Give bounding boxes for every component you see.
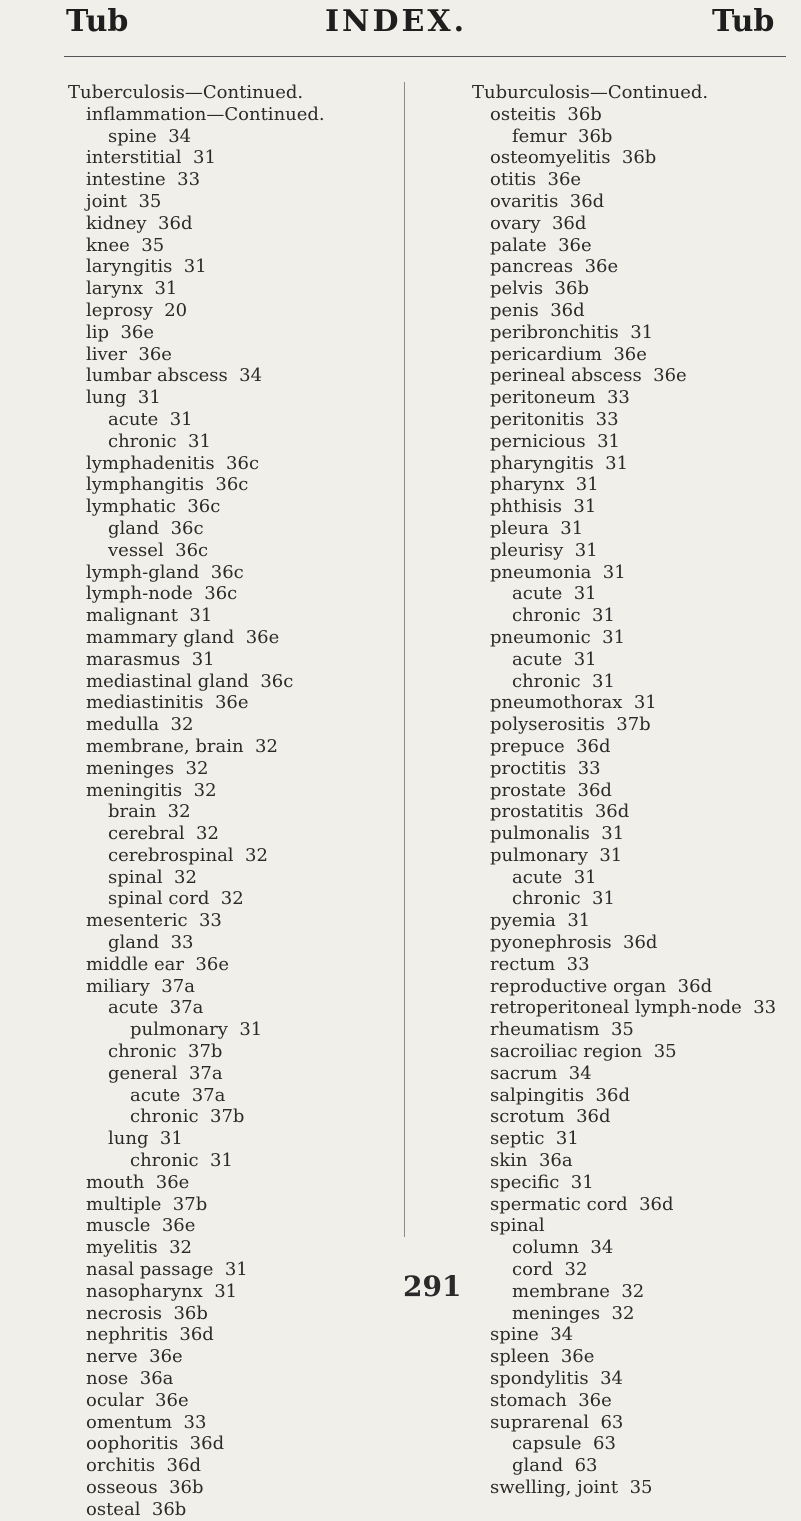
index-entry: cerebrospinal 32 [108,844,268,866]
index-entry: pulmonalis 31 [490,823,625,845]
index-entry: gland 33 [108,932,194,954]
index-entry: septic 31 [490,1128,579,1150]
index-entry: chronic 31 [512,670,615,692]
index-entry: marasmus 31 [86,648,215,670]
index-entry: larynx 31 [86,278,178,300]
index-entry: gland 36c [108,517,204,539]
index-entry: peritonitis 33 [490,408,619,430]
index-entry: meningitis 32 [86,779,217,801]
index-entry: pneumonia 31 [490,561,626,583]
index-entry: skin 36a [490,1150,573,1172]
index-entry: inflammation—Continued. [86,103,325,125]
index-entry: spinal [490,1215,545,1237]
index-entry: chronic 31 [130,1150,233,1172]
header-title: INDEX. [325,4,468,39]
index-entry: vessel 36c [108,539,209,561]
page-header [0,0,801,60]
index-entry: nose 36a [86,1368,174,1390]
index-entry: intestine 33 [86,169,201,191]
index-entry: spinal 32 [108,866,197,888]
index-entry: acute 37a [108,997,204,1019]
index-entry: spine 34 [490,1324,574,1346]
header-right-guide-word: Tub [712,4,775,39]
index-entry: specific 31 [490,1171,594,1193]
index-entry: nasal passage 31 [86,1259,248,1281]
index-entry: ocular 36e [86,1389,189,1411]
index-entry: brain 32 [108,801,191,823]
index-entry: lip 36e [86,321,155,343]
index-entry: nerve 36e [86,1346,183,1368]
index-entry: ovary 36d [490,212,587,234]
index-entry: cerebral 32 [108,823,219,845]
index-entry: leprosy 20 [86,299,188,321]
index-entry: oophoritis 36d [86,1433,225,1455]
index-entry: stomach 36e [490,1389,612,1411]
index-entry: chronic 37b [130,1106,245,1128]
index-entry: salpingitis 36d [490,1084,630,1106]
index-entry: mediastinal gland 36c [86,670,294,692]
index-entry: omentum 33 [86,1411,207,1433]
index-entry: swelling, joint 35 [490,1477,653,1498]
page-number: 291 [403,1270,462,1303]
index-entry: laryngitis 31 [86,256,207,278]
index-entry: proctitis 33 [490,757,601,779]
index-entry: ovaritis 36d [490,190,605,212]
index-entry: middle ear 36e [86,953,229,975]
index-entry: pharynx 31 [490,474,599,496]
index-entry: lymph-node 36c [86,583,238,605]
index-entry: otitis 36e [490,169,582,191]
index-entry: rheumatism 35 [490,1019,634,1041]
index-entry: peribronchitis 31 [490,321,654,343]
index-entry: pharyngitis 31 [490,452,629,474]
index-entry: lymphangitis 36c [86,474,249,496]
index-entry: lymph-gland 36c [86,561,244,583]
index-entry: sacrum 34 [490,1062,592,1084]
index-entry: acute 31 [512,866,597,888]
index-entry: pulmonary 31 [130,1019,263,1041]
index-entry: palate 36e [490,234,592,256]
index-entry: osseous 36b [86,1477,204,1498]
index-column-left [68,82,390,1521]
index-entry: membrane, brain 32 [86,735,278,757]
index-entry: penis 36d [490,299,585,321]
index-entry: medulla 32 [86,714,194,736]
index-entry: lumbar abscess 34 [86,365,263,387]
index-entry: chronic 31 [512,605,615,627]
index-entry: muscle 36e [86,1215,196,1237]
column-divider [404,82,405,1237]
index-entry: reproductive organ 36d [490,975,713,997]
index-entry: lung 31 [108,1128,183,1150]
index-entry: general 37a [108,1062,223,1084]
index-entry: prostate 36d [490,779,612,801]
index-entry: membrane 32 [512,1280,645,1302]
index-entry: prepuce 36d [490,735,611,757]
index-entry: joint 35 [86,190,162,212]
index-entry: spleen 36e [490,1346,595,1368]
index-entry: acute 31 [108,408,193,430]
index-entry: pulmonary 31 [490,844,623,866]
index-entry: mediastinitis 36e [86,692,249,714]
index-entry: phthisis 31 [490,496,597,518]
header-rule [64,56,786,57]
index-entry: acute 31 [512,648,597,670]
index-entry: mouth 36e [86,1171,190,1193]
index-entry: scrotum 36d [490,1106,611,1128]
index-entry: pelvis 36b [490,278,589,300]
index-entry: myelitis 32 [86,1237,192,1259]
index-entry: knee 35 [86,234,165,256]
index-entry: gland 63 [512,1455,598,1477]
index-entry: necrosis 36b [86,1302,208,1324]
index-entry: meninges 32 [512,1302,635,1324]
index-entry: chronic 31 [512,888,615,910]
index-entry: peritoneum 33 [490,387,630,409]
index-entry: liver 36e [86,343,172,365]
index-entry: cord 32 [512,1259,588,1281]
index-entry: prostatitis 36d [490,801,630,823]
index-entry: femur 36b [512,125,613,147]
index-entry: column 34 [512,1237,614,1259]
index-entry: pancreas 36e [490,256,619,278]
index-entry: osteitis 36b [490,103,602,125]
index-entry: pernicious 31 [490,430,620,452]
index-entry: rectum 33 [490,953,590,975]
index-entry: osteal 36b [86,1498,187,1520]
index-entry: pyonephrosis 36d [490,932,658,954]
index-entry: sacroiliac region 35 [490,1041,677,1063]
index-entry: chronic 31 [108,430,211,452]
index-entry: pericardium 36e [490,343,647,365]
index-entry: polyserositis 37b [490,714,651,736]
index-entry: Tuberculosis—Continued. [68,82,304,103]
index-entry: spine 34 [108,125,192,147]
index-entry: nephritis 36d [86,1324,214,1346]
index-entry: lung 31 [86,387,161,409]
index-entry: pneumonic 31 [490,626,626,648]
index-column-right [472,82,797,1499]
index-entry: nasopharynx 31 [86,1280,238,1302]
index-entry: capsule 63 [512,1433,616,1455]
index-entry: Tuburculosis—Continued. [472,82,709,103]
index-entry: spermatic cord 36d [490,1193,674,1215]
index-entry: acute 37a [130,1084,226,1106]
index-entry: malignant 31 [86,605,213,627]
header-left-guide-word: Tub [66,4,129,39]
index-entry: suprarenal 63 [490,1411,624,1433]
index-entry: multiple 37b [86,1193,208,1215]
index-entry: meninges 32 [86,757,209,779]
index-entry: interstitial 31 [86,147,216,169]
index-entry: pneumothorax 31 [490,692,657,714]
index-entry: pyemia 31 [490,910,591,932]
index-entry: retroperitoneal lymph-node 33 [490,997,777,1019]
index-entry: pleura 31 [490,517,584,539]
index-entry: perineal abscess 36e [490,365,687,387]
index-entry: pleurisy 31 [490,539,598,561]
index-entry: miliary 37a [86,975,195,997]
index-entry: kidney 36d [86,212,193,234]
index-entry: mesenteric 33 [86,910,222,932]
index-entry: chronic 37b [108,1041,223,1063]
index-entry: acute 31 [512,583,597,605]
index-entry: spinal cord 32 [108,888,244,910]
index-entry: mammary gland 36e [86,626,280,648]
index-entry: lymphatic 36c [86,496,221,518]
index-entry: lymphadenitis 36c [86,452,260,474]
index-entry: orchitis 36d [86,1455,201,1477]
index-entry: osteomyelitis 36b [490,147,657,169]
index-entry: spondylitis 34 [490,1368,623,1390]
